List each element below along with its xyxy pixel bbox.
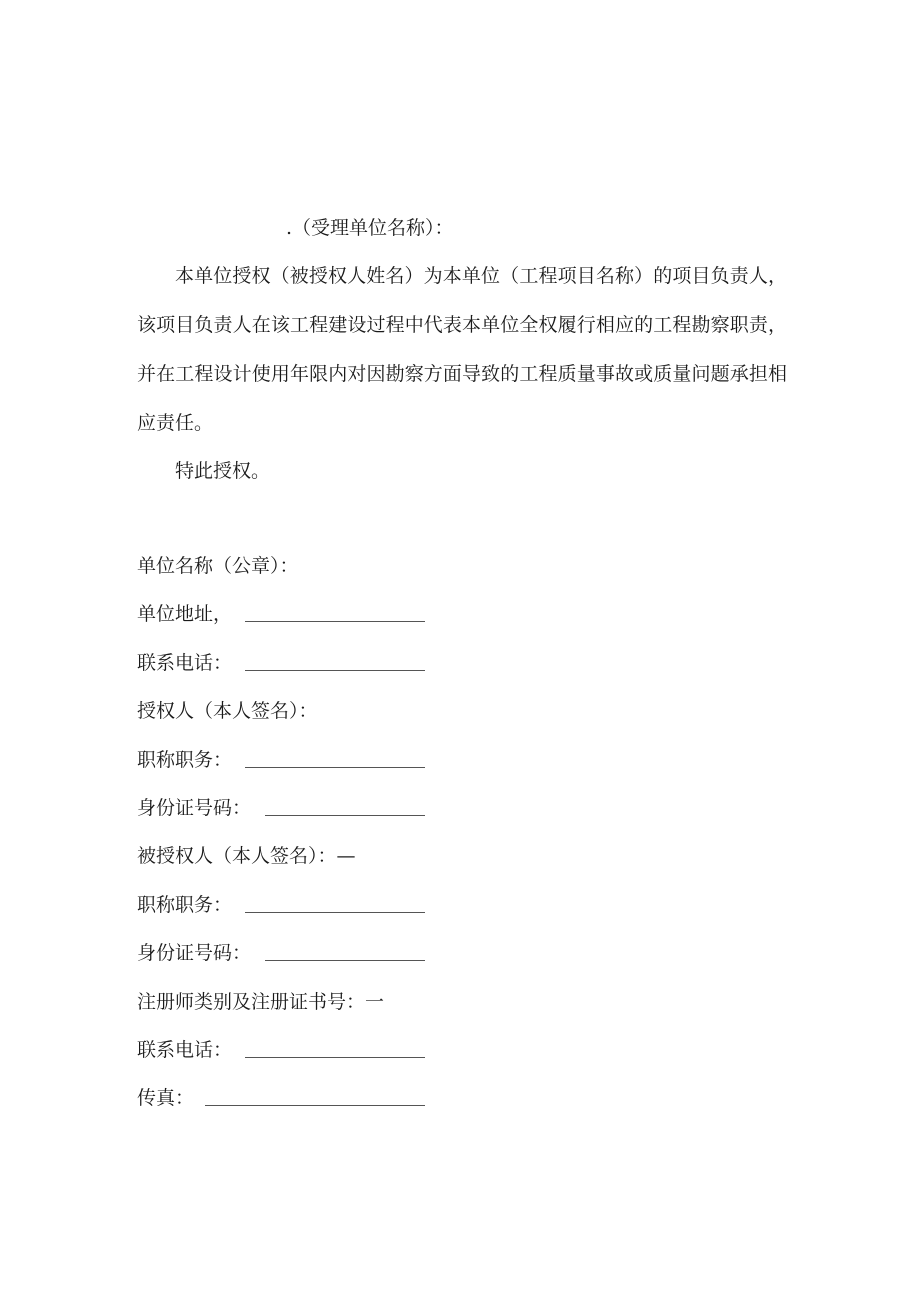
field-authorizer-id xyxy=(137,784,537,832)
field-authorizer-title xyxy=(137,736,537,784)
signature-fields xyxy=(137,542,537,1123)
field-authorized-signature xyxy=(137,832,537,880)
authorization-body: 本单位授权（被授权人姓名）为本单位（工程项目名称）的项目负责人，该项目负责人在该工程建设过程中代表本单位全权履行相应的工程勘察职责，并在工程设计使用年限内对因勘察方面导致的工程质量事故或质量问题承担相应责任。 xyxy=(137,265,787,434)
field-label: 单位地址， xyxy=(137,603,233,626)
field-label: 被授权人（本人签名）：— xyxy=(137,845,356,868)
fill-in-line[interactable] xyxy=(245,670,425,671)
field-contact-phone xyxy=(137,1026,537,1074)
fill-in-line[interactable] xyxy=(245,1057,425,1058)
fill-in-line[interactable] xyxy=(205,1105,425,1106)
field-label: 授权人（本人签名）： xyxy=(137,700,318,723)
field-fax xyxy=(137,1074,537,1122)
field-label: 单位名称（公章）： xyxy=(137,555,299,577)
field-unit-name xyxy=(137,542,537,590)
field-label: 联系电话： xyxy=(137,1038,233,1061)
fill-in-line[interactable] xyxy=(245,621,425,622)
addressee-line: .（受理单位名称）： xyxy=(286,217,454,239)
fill-in-line[interactable] xyxy=(265,960,425,961)
field-label: 职称职务： xyxy=(137,893,233,916)
closing-line: 特此授权。 xyxy=(175,460,271,482)
field-authorized-title xyxy=(137,881,537,929)
field-label: 身份证号码： xyxy=(137,796,252,819)
field-label: 注册师类别及注册证书号：一 xyxy=(137,990,385,1013)
fill-in-line[interactable] xyxy=(245,767,425,768)
field-authorizer-signature xyxy=(137,687,537,735)
field-unit-address xyxy=(137,590,537,638)
fill-in-line[interactable] xyxy=(265,815,425,816)
fill-in-line[interactable] xyxy=(245,912,425,913)
field-label: 传真： xyxy=(137,1087,195,1110)
field-label: 身份证号码： xyxy=(137,942,252,965)
field-authorized-id xyxy=(137,929,537,977)
field-label: 联系电话： xyxy=(137,651,233,674)
field-label: 职称职务： xyxy=(137,748,233,771)
field-registration xyxy=(137,978,537,1026)
field-phone xyxy=(137,639,537,687)
